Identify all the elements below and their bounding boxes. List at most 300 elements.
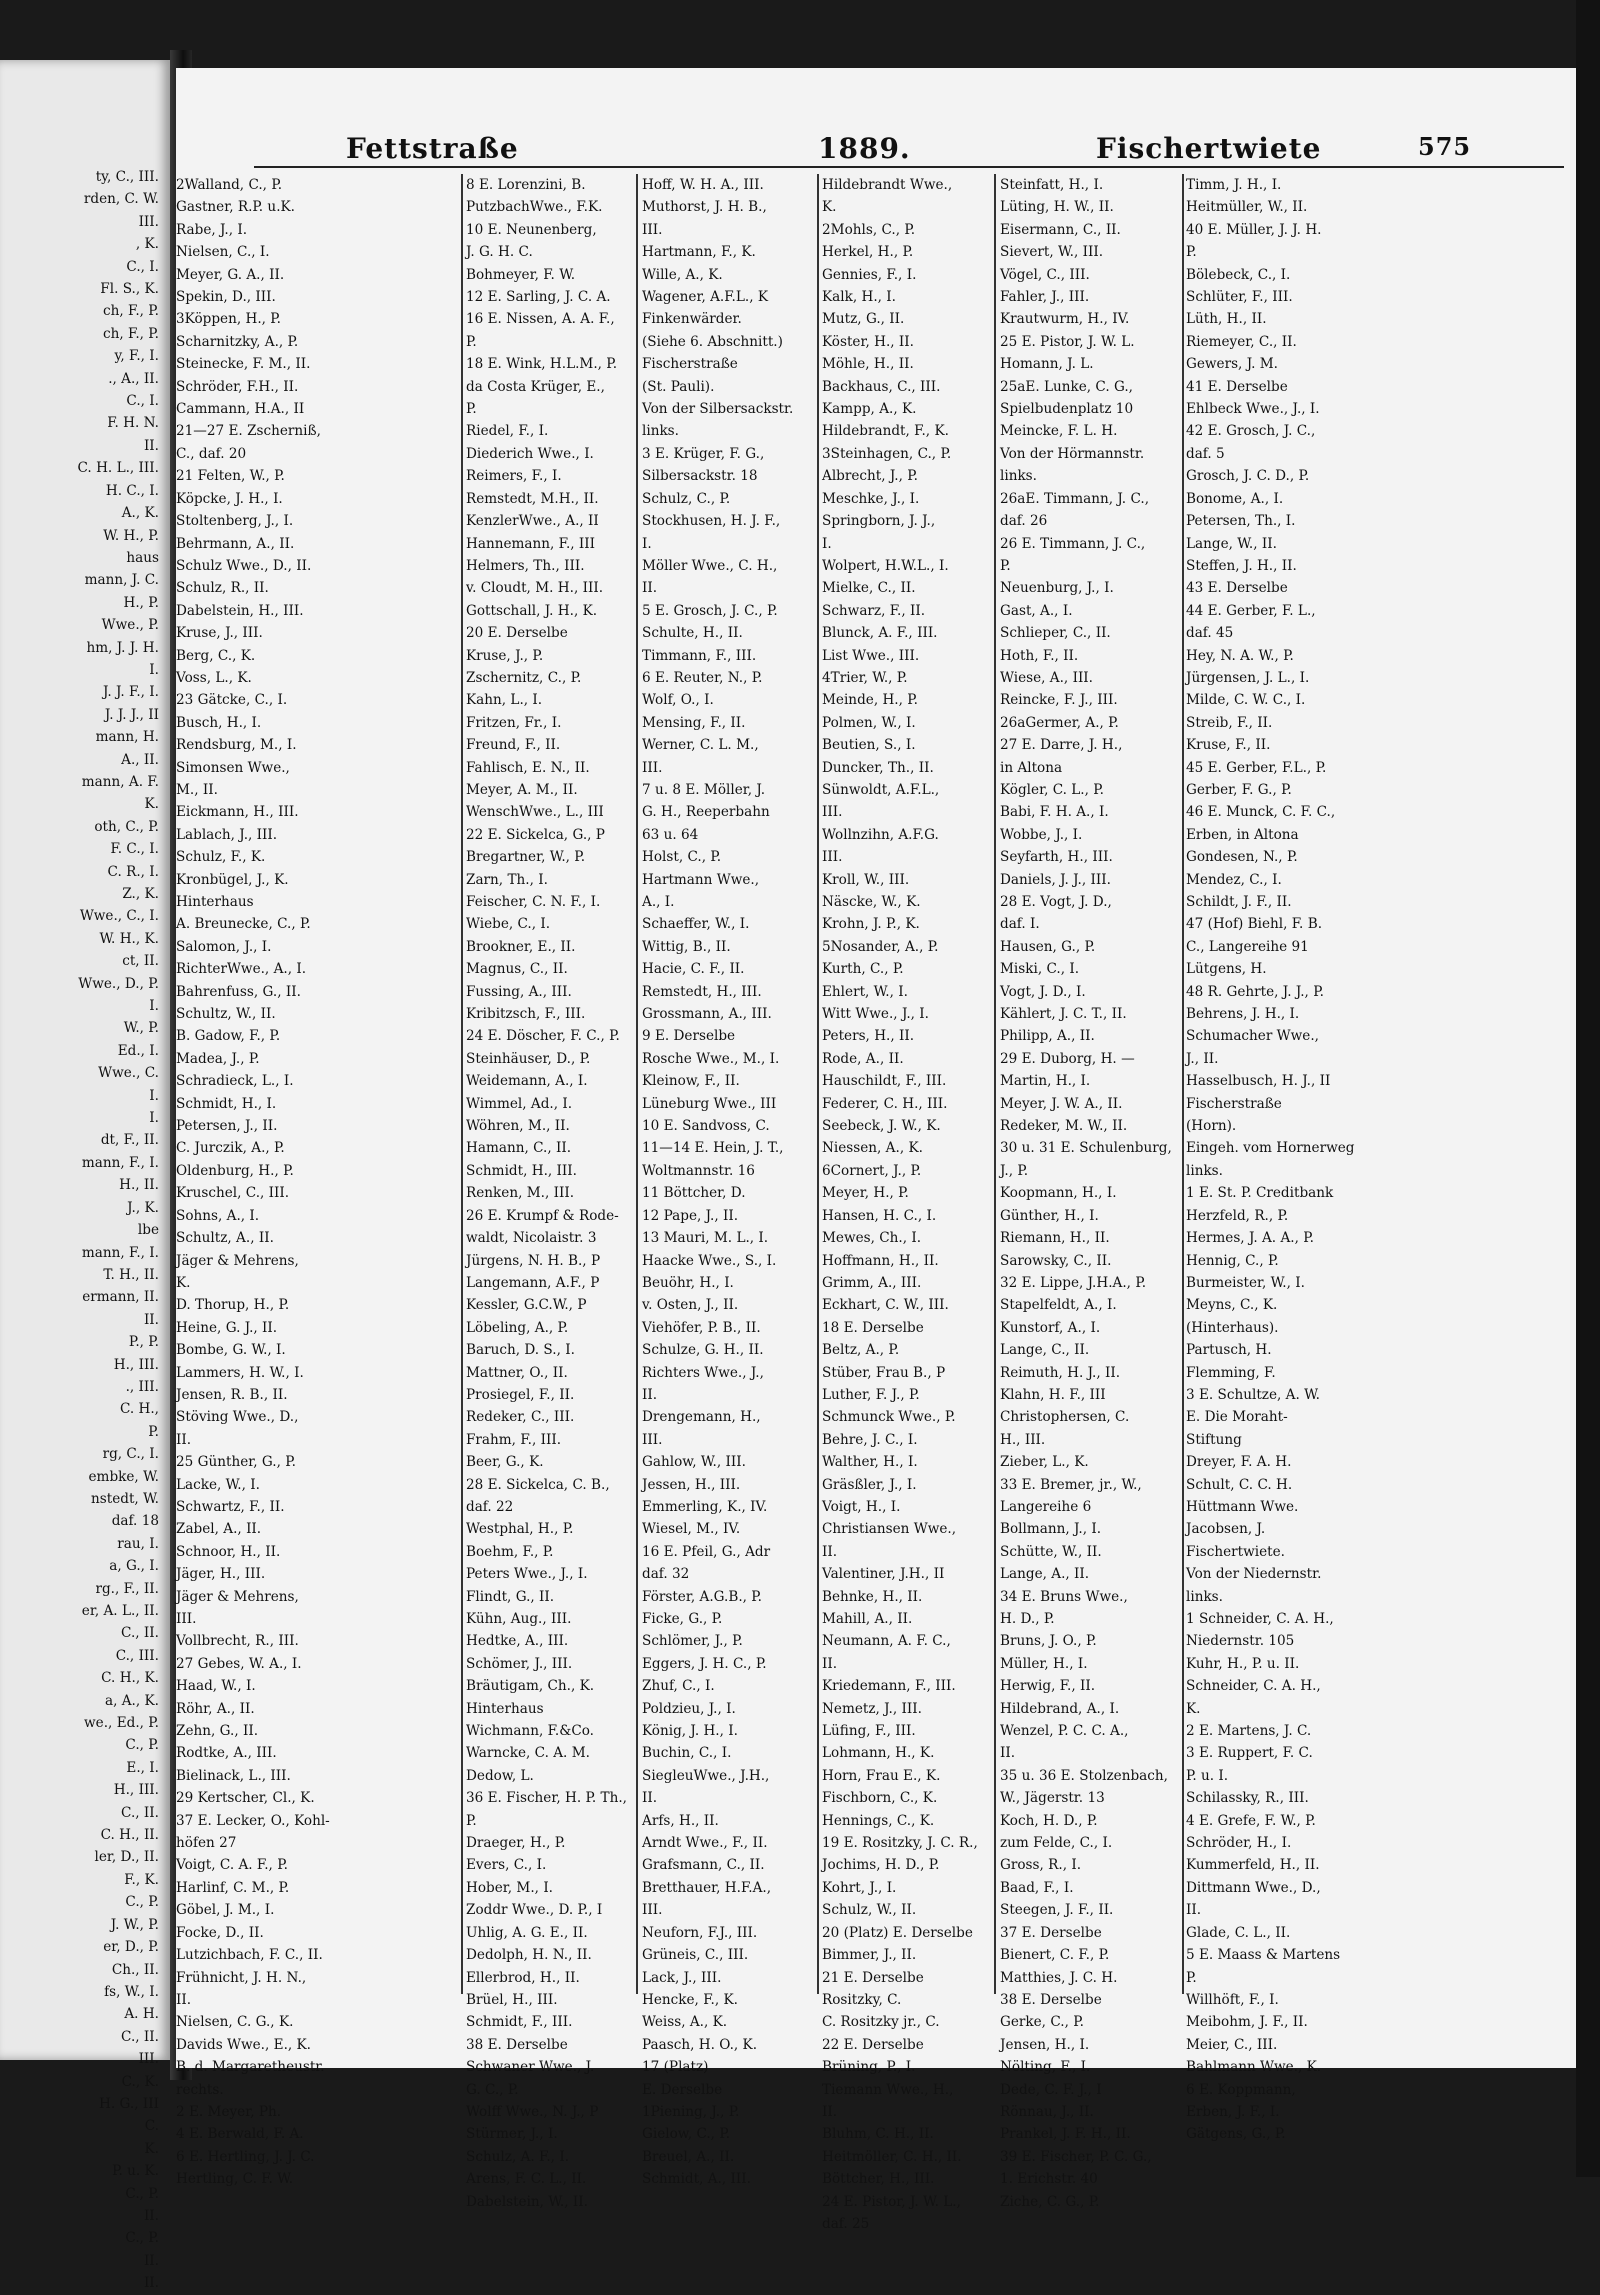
directory-entry: 34 E. Bruns Wwe.,: [1000, 1588, 1128, 1605]
directory-entry: Meyer, G. A., II.: [176, 266, 285, 283]
directory-entry: Arens, F. C. L., II.: [466, 2171, 587, 2188]
directory-entry: Brüning, P., I.: [822, 2059, 916, 2076]
directory-entry: Baruch, D. S., I.: [466, 1342, 575, 1359]
directory-entry: Schnoor, H., II.: [176, 1543, 281, 1560]
directory-entry: Kohrt, J., I.: [822, 1879, 897, 1896]
directory-entry: P.: [1000, 557, 1011, 574]
directory-entry: Jürgens, N. H. B., P: [466, 1252, 601, 1269]
directory-entry: Hildebrand, A., I.: [1000, 1700, 1120, 1717]
directory-entry: links.: [1186, 1588, 1223, 1605]
directory-entry: Mutz, G., II.: [822, 311, 905, 328]
header-street-right: Fischertwiete: [1096, 132, 1322, 165]
directory-entry: Walther, H., I.: [822, 1454, 918, 1471]
directory-entry: II.: [822, 2103, 838, 2120]
directory-entry: Magnus, C., II.: [466, 961, 568, 978]
directory-entry: Bohmeyer, F. W.: [466, 266, 576, 283]
left-page-line: er, A. L., II.: [81, 1603, 159, 1619]
directory-entry: Jochims, H. D., P.: [822, 1857, 940, 1874]
directory-entry: 2 E. Martens, J. C.: [1186, 1723, 1312, 1740]
directory-entry: 29 Kertscher, Cl., K.: [176, 1790, 315, 1807]
directory-entry: 25 Günther, G., P.: [176, 1454, 296, 1471]
directory-entry: Harlinf, C. M., P.: [176, 1879, 290, 1896]
directory-entry: Partusch, H.: [1186, 1342, 1272, 1359]
directory-entry: Von der Hörmannstr.: [1000, 445, 1145, 462]
directory-entry: Babi, F. H. A., I.: [1000, 804, 1109, 821]
left-page-line: rg, C., I.: [102, 1446, 159, 1463]
header-rule: [254, 166, 1564, 168]
directory-entry: Fussing, A., III.: [466, 983, 572, 1000]
directory-entry: Eingeh. vom Hornerweg: [1186, 1140, 1355, 1157]
directory-entry: Martin, H., I.: [1000, 1073, 1091, 1090]
directory-entry: 3 E. Ruppert, F. C.: [1186, 1745, 1313, 1762]
directory-entry: Steinfatt, H., I.: [1000, 177, 1104, 193]
directory-entry: Krohn, J. P., K.: [822, 916, 920, 933]
directory-column-1: [176, 174, 458, 2188]
directory-entry: rechts.: [176, 2081, 224, 2098]
directory-entry: Koch, H. D., P.: [1000, 1812, 1098, 1829]
directory-entry: Lüfing, F., III.: [822, 1723, 916, 1740]
directory-entry: Meinde, H., P.: [822, 692, 918, 709]
left-page-line: C., P.: [125, 1737, 159, 1754]
directory-entry: Ehlert, W., I.: [822, 983, 908, 1000]
directory-entry: Wolf, O., I.: [642, 692, 714, 709]
directory-entry: Gast, A., I.: [1000, 602, 1073, 619]
directory-entry: Christiansen Wwe.,: [822, 1521, 957, 1538]
directory-entry: Schulz Wwe., D., II.: [176, 557, 312, 574]
left-page-line: fs, W., I.: [104, 1983, 159, 2000]
directory-entry: Hedtke, A., III.: [466, 1633, 569, 1650]
directory-entry: 26 E. Timmann, J. C.,: [1000, 535, 1146, 552]
directory-entry: Jürgensen, J. L., I.: [1186, 669, 1310, 686]
directory-entry: Köpcke, J. H., I.: [176, 490, 283, 507]
directory-entry: Simonsen Wwe.,: [176, 759, 290, 776]
directory-entry: II.: [642, 580, 658, 597]
directory-entry: Zarn, Th., I.: [466, 871, 548, 888]
left-page-line: C. R., I.: [107, 863, 159, 880]
directory-entry: Backhaus, C., III.: [822, 378, 941, 395]
left-page-line: K.: [144, 796, 159, 813]
directory-entry: Zhuf, C., I.: [642, 1678, 715, 1695]
column-divider: [461, 174, 463, 1994]
directory-entry: Hauschildt, F., III.: [822, 1073, 947, 1090]
directory-entry: Hacie, C. F., II.: [642, 961, 745, 978]
left-page-line: F. H. N.: [107, 415, 159, 432]
directory-entry: P.: [466, 333, 477, 350]
directory-entry: Luther, F. J., P.: [822, 1386, 920, 1403]
directory-entry: Steinecke, F. M., II.: [176, 356, 311, 373]
directory-entry: Kampp, A., K.: [822, 401, 917, 418]
directory-entry: 24 E. Döscher, F. C., P.: [466, 1028, 620, 1045]
directory-entry: Valentiner, J.H., II: [822, 1566, 945, 1583]
directory-entry: Gerber, F. G., P.: [1186, 781, 1292, 798]
directory-entry: Kroll, W., III.: [822, 871, 910, 888]
directory-entry: Klahn, H. F., III: [1000, 1386, 1106, 1403]
directory-entry: H. D., P.: [1000, 1611, 1055, 1627]
directory-entry: Wichmann, F.&Co.: [466, 1723, 594, 1740]
directory-entry: II.: [642, 1790, 658, 1807]
directory-entry: Bregartner, W., P.: [466, 849, 586, 866]
directory-entry: Jensen, H., I.: [1000, 2036, 1090, 2053]
directory-entry: Stöving Wwe., D.,: [176, 1409, 299, 1426]
directory-entry: B. Gadow, F., P.: [176, 1028, 281, 1045]
directory-entry: Peters, H., II.: [822, 1028, 915, 1045]
directory-entry: Schütte, W., II.: [1000, 1543, 1102, 1560]
directory-entry: Wobbe, J., I.: [1000, 826, 1083, 843]
directory-entry: K.: [1186, 1700, 1201, 1717]
directory-entry: 30 u. 31 E. Schulenburg,: [1000, 1140, 1172, 1157]
directory-entry: Lange, W., II.: [1186, 535, 1277, 552]
directory-entry: Kurth, C., P.: [822, 961, 904, 978]
directory-entry: 11 Böttcher, D.: [642, 1185, 746, 1202]
directory-entry: Kruse, J., P.: [466, 647, 544, 664]
directory-entry: Kahn, L., I.: [466, 692, 543, 709]
left-page-line: rg., F., II.: [95, 1580, 159, 1597]
directory-entry: Hennig, C., P.: [1186, 1252, 1279, 1269]
directory-entry: Hildebrandt Wwe.,: [822, 177, 953, 193]
directory-entry: Prankel, J. F. H., II.: [1000, 2126, 1131, 2143]
directory-entry: Gewers, J. M.: [1186, 356, 1278, 373]
directory-entry: Lüting, H. W., II.: [1000, 199, 1114, 216]
directory-entry: Bölebeck, C., I.: [1186, 266, 1291, 283]
directory-entry: 21—27 E. Zscherniß,: [176, 423, 321, 440]
directory-entry: Oldenburg, H., P.: [176, 1162, 294, 1179]
directory-entry: Hartmann, F., K.: [642, 244, 756, 261]
directory-entry: Kunstorf, A., I.: [1000, 1319, 1101, 1336]
left-page-line: I.: [149, 1110, 159, 1127]
directory-entry: Drengemann, H.,: [642, 1409, 761, 1426]
directory-entry: v. Osten, J., II.: [642, 1297, 739, 1314]
directory-entry: Fischborn, C., K.: [822, 1790, 938, 1807]
directory-entry: Uhlig, A. G. E., II.: [466, 1924, 588, 1941]
directory-entry: P.: [1186, 244, 1197, 261]
directory-entry: Emmerling, K., IV.: [642, 1498, 768, 1515]
directory-entry: 3 E. Krüger, F. G.,: [642, 445, 765, 462]
left-page-line: P. u. K.: [112, 2163, 159, 2180]
directory-entry: Meibohm, J. F., II.: [1186, 2014, 1308, 2031]
directory-entry: Hennings, C., K.: [822, 1812, 935, 1829]
directory-entry: Bimmer, J., II.: [822, 1947, 917, 1964]
left-page-line: y, F., I.: [114, 348, 159, 365]
directory-entry: Jäger & Mehrens,: [176, 1588, 299, 1605]
directory-entry: Hannemann, F., III: [466, 535, 596, 552]
directory-entry: Löbeling, A., P.: [466, 1319, 569, 1336]
directory-entry: 37 E. Lecker, O., Kohl-: [176, 1812, 330, 1829]
left-page-line: III.: [138, 213, 159, 230]
directory-entry: Busch, H., I.: [176, 714, 262, 731]
directory-entry: 10 E. Neunenberg,: [466, 221, 597, 238]
left-page-line: a, G., I.: [109, 1558, 159, 1575]
directory-entry: 19 E. Rositzky, J. C. R.,: [822, 1835, 978, 1852]
directory-entry: 12 Pape, J., II.: [642, 1207, 739, 1224]
directory-entry: Sohns, A., I.: [176, 1207, 260, 1224]
directory-entry: Wenzel, P. C. C. A.,: [1000, 1723, 1129, 1740]
directory-entry: 21 E. Derselbe: [822, 1969, 924, 1986]
directory-entry: Schaeffer, W., I.: [642, 916, 750, 933]
directory-entry: Schulte, H., II.: [642, 625, 743, 642]
directory-column-6: [1186, 174, 1406, 2143]
left-page-line: mann, H.: [95, 729, 159, 746]
directory-entry: 26aE. Timmann, J. C.,: [1000, 490, 1150, 507]
directory-entry: Meyer, H., P.: [822, 1185, 909, 1202]
directory-entry: Wollnzihn, A.F.G.: [822, 826, 939, 843]
left-page-line: ct, II.: [122, 953, 159, 970]
directory-entry: Madea, J., P.: [176, 1050, 260, 1067]
directory-entry: WenschWwe., L., III: [466, 804, 604, 821]
directory-entry: 26 E. Krumpf & Rode-: [466, 1207, 619, 1224]
directory-entry: Gastner, R.P. u.K.: [176, 199, 295, 216]
directory-entry: v. Cloudt, M. H., III.: [466, 580, 604, 597]
directory-entry: Göbel, J. M., I.: [176, 1902, 275, 1919]
directory-entry: Rendsburg, M., I.: [176, 737, 297, 754]
directory-entry: P.: [1186, 1969, 1197, 1986]
directory-entry: Von der Niedernstr.: [1186, 1566, 1322, 1583]
directory-entry: E. Die Moraht-: [1186, 1409, 1288, 1426]
directory-entry: da Costa Krüger, E.,: [466, 378, 605, 395]
directory-entry: Jensen, R. B., II.: [176, 1386, 288, 1403]
directory-entry: Bluhm, C. H., II.: [822, 2126, 934, 2143]
directory-entry: A., I.: [642, 894, 675, 910]
left-page-line: T. H., II.: [103, 1266, 159, 1283]
left-page-line: ermann, II.: [82, 1289, 159, 1306]
directory-entry: Lohmann, H., K.: [822, 1745, 935, 1762]
directory-entry: zum Felde, C., I.: [1000, 1835, 1113, 1852]
directory-entry: J. G. H. C.: [466, 244, 533, 261]
directory-entry: Müller, H., I.: [1000, 1655, 1088, 1672]
directory-entry: (Hinterhaus).: [1186, 1319, 1279, 1336]
left-page-line: hm, J. J. H.: [86, 639, 159, 656]
directory-entry: daf. 22: [466, 1498, 514, 1515]
directory-entry: Dedolph, H. N., II.: [466, 1947, 592, 1964]
directory-entry: Redeker, C., III.: [466, 1409, 575, 1426]
directory-entry: Schultz, A., II.: [176, 1230, 274, 1247]
directory-entry: (Horn).: [1186, 1118, 1237, 1135]
directory-entry: Spekin, D., III.: [176, 289, 276, 306]
directory-entry: Schmunck Wwe., P.: [822, 1409, 956, 1426]
directory-entry: Hasselbusch, H. J., II: [1186, 1073, 1331, 1090]
directory-entry: Berg, C., K.: [176, 647, 256, 664]
directory-entry: C., daf. 20: [176, 445, 247, 462]
directory-entry: Wille, A., K.: [642, 266, 723, 283]
directory-entry: 39 E. Fischer, P. C. G.,: [1000, 2148, 1152, 2165]
directory-entry: Schulz, R., II.: [176, 580, 269, 597]
directory-entry: Meincke, F. L. H.: [1000, 423, 1118, 440]
left-page-line: C., II.: [121, 1804, 159, 1821]
directory-entry: Zabel, A., II.: [176, 1521, 262, 1538]
directory-entry: Ziche, C. G., P.: [1000, 2193, 1100, 2210]
directory-entry: Hoffmann, H., II.: [822, 1252, 939, 1269]
directory-entry: Duncker, Th., II.: [822, 759, 934, 776]
directory-entry: Nielsen, C., I.: [176, 244, 270, 261]
directory-entry: 3Köppen, H., P.: [176, 311, 281, 328]
directory-entry: Sievert, W., III.: [1000, 244, 1104, 261]
directory-entry: 3Steinhagen, C., P.: [822, 445, 952, 462]
directory-entry: Jacobsen, J.: [1186, 1521, 1266, 1538]
directory-entry: Beutien, S., I.: [822, 737, 916, 754]
directory-entry: Gerke, C., P.: [1000, 2014, 1084, 2031]
left-page-line: II.: [143, 2275, 159, 2292]
left-page-line: ler, D., II.: [94, 1849, 159, 1866]
left-page-line: J. W., P.: [110, 1916, 159, 1933]
directory-entry: Hoth, F., II.: [1000, 647, 1079, 664]
directory-entry: Arndt Wwe., F., II.: [642, 1835, 768, 1852]
directory-entry: 2Mohls, C., P.: [822, 221, 916, 238]
directory-entry: Schulz, W., II.: [822, 1902, 917, 1919]
directory-entry: P.: [466, 401, 477, 418]
directory-entry: 28 E. Vogt, J. D.,: [1000, 894, 1112, 910]
directory-entry: Spielbudenplatz 10: [1000, 401, 1134, 418]
directory-entry: Koopmann, H., I.: [1000, 1185, 1117, 1202]
directory-entry: 46 E. Munck, C. F. C.,: [1186, 804, 1336, 821]
directory-entry: Boehm, F., P.: [466, 1543, 554, 1560]
directory-entry: Steffen, J. H., II.: [1186, 557, 1297, 574]
directory-entry: Erben, J. F., I.: [1186, 2103, 1280, 2120]
directory-entry: Poldzieu, J., I.: [642, 1700, 736, 1717]
directory-entry: links.: [1000, 468, 1037, 485]
directory-entry: Nemetz, J., III.: [822, 1700, 922, 1717]
directory-entry: Prosiegel, F., II.: [466, 1386, 575, 1403]
directory-entry: Silbersackstr. 18: [642, 468, 758, 485]
directory-entry: Meier, C., III.: [1186, 2036, 1278, 2053]
directory-entry: 29 E. Duborg, H. —: [1000, 1050, 1135, 1067]
left-page-line: we., Ed., P.: [84, 1715, 159, 1732]
directory-entry: Lablach, J., III.: [176, 826, 278, 843]
directory-entry: Kruse, F., II.: [1186, 737, 1271, 754]
directory-entry: Wiesel, M., IV.: [642, 1521, 741, 1538]
directory-entry: Lutzichbach, F. C., II.: [176, 1947, 323, 1964]
directory-entry: Schumacher Wwe.,: [1186, 1028, 1319, 1045]
directory-entry: SiegleuWwe., J.H.,: [642, 1767, 770, 1784]
directory-entry: Bretthauer, H.F.A.,: [642, 1879, 772, 1896]
directory-entry: RichterWwe., A., I.: [176, 961, 307, 978]
left-page-line: I.: [149, 998, 159, 1015]
left-page-line: J. J. J., II: [104, 706, 159, 723]
directory-entry: Fritzen, Fr., I.: [466, 714, 562, 731]
directory-entry: 1 E. St. P. Creditbank: [1186, 1185, 1334, 1202]
left-page-line: H. C., I.: [105, 482, 159, 499]
directory-entry: Stiftung: [1186, 1431, 1242, 1448]
directory-entry: Horn, Frau E., K.: [822, 1767, 941, 1784]
directory-entry: 47 (Hof) Biehl, F. B.: [1186, 916, 1323, 933]
directory-entry: daf. I.: [1000, 916, 1040, 933]
left-page-line: Wwe., C.: [98, 1065, 159, 1082]
directory-entry: Zehn, G., II.: [176, 1723, 259, 1740]
column-divider: [817, 174, 819, 1994]
directory-entry: Sünwoldt, A.F.L.,: [822, 781, 940, 798]
directory-entry: Mewes, Ch., I.: [822, 1230, 922, 1247]
directory-entry: A. Breunecke, C., P.: [176, 916, 311, 933]
directory-entry: Polmen, W., I.: [822, 714, 916, 731]
directory-entry: Glade, C. L., II.: [1186, 1924, 1291, 1941]
directory-entry: Finkenwärder.: [642, 311, 742, 328]
directory-entry: Schwartz, F., II.: [176, 1498, 285, 1515]
directory-entry: 8 E. Lorenzini, B.: [466, 177, 586, 193]
directory-entry: Herzfeld, R., P.: [1186, 1207, 1289, 1224]
directory-entry: Langereihe 6: [1000, 1498, 1092, 1515]
directory-entry: Schilassky, R., III.: [1186, 1790, 1309, 1807]
directory-entry: III.: [642, 221, 663, 238]
directory-entry: Hildebrandt, F., K.: [822, 423, 949, 440]
directory-entry: D. Thorup, H., P.: [176, 1297, 290, 1314]
directory-entry: Gätgens, G., P.: [1186, 2126, 1286, 2143]
directory-entry: II.: [822, 1655, 838, 1672]
directory-entry: P.: [466, 1812, 477, 1829]
left-page-line: I.: [149, 1087, 159, 1104]
directory-entry: Remstedt, M.H., II.: [466, 490, 599, 507]
page-header: [176, 132, 1576, 178]
directory-entry: Rodtke, A., III.: [176, 1745, 277, 1762]
directory-entry: 9 E. Derselbe: [642, 1028, 736, 1045]
directory-entry: Lange, A., II.: [1000, 1566, 1090, 1583]
directory-entry: Gräsßler, J., I.: [822, 1476, 917, 1493]
directory-entry: Riemann, H., II.: [1000, 1230, 1110, 1247]
directory-entry: Heitmöller, C. H., II.: [822, 2148, 962, 2165]
directory-entry: Möller Wwe., C. H.,: [642, 557, 778, 574]
directory-entry: Krautwurm, H., IV.: [1000, 311, 1130, 328]
directory-entry: 27 Gebes, W. A., I.: [176, 1655, 302, 1672]
directory-entry: Reimers, F., I.: [466, 468, 562, 485]
directory-entry: Stürmer, J., I.: [466, 2126, 558, 2143]
directory-entry: Dede, C. F. J., I: [1000, 2081, 1102, 2098]
directory-entry: Haad, W., I.: [176, 1678, 256, 1695]
directory-entry: 7 u. 8 E. Möller, J.: [642, 781, 766, 798]
directory-entry: Homann, J. L.: [1000, 356, 1094, 373]
directory-entry: 35 u. 36 E. Stolzenbach,: [1000, 1767, 1168, 1784]
directory-entry: Rode, A., II.: [822, 1050, 904, 1067]
left-page-line: J., K.: [127, 1199, 159, 1216]
directory-entry: Weidemann, A., I.: [466, 1073, 588, 1090]
directory-entry: Wiese, A., III.: [1000, 669, 1093, 686]
directory-entry: (Siehe 6. Abschnitt.): [642, 333, 783, 350]
directory-entry: Brookner, E., II.: [466, 938, 576, 955]
directory-entry: Eckhart, C. W., III.: [822, 1297, 949, 1314]
directory-entry: Stockhusen, H. J. F.,: [642, 513, 781, 530]
directory-entry: Meschke, J., I.: [822, 490, 920, 507]
left-page-line: haus: [126, 549, 159, 566]
directory-entry: Förster, A.G.B., P.: [642, 1588, 762, 1605]
directory-entry: 42 E. Grosch, J. C.,: [1186, 423, 1316, 440]
left-page-line: H., III.: [113, 1356, 159, 1373]
directory-entry: Meyns, C., K.: [1186, 1297, 1278, 1314]
directory-entry: List Wwe., III.: [822, 647, 920, 664]
directory-entry: Kriedemann, F., III.: [822, 1678, 956, 1695]
directory-entry: 22 E. Derselbe: [822, 2036, 924, 2053]
directory-entry: 22 E. Sickelca, G., P: [466, 826, 605, 843]
directory-entry: Schulze, G. H., II.: [642, 1342, 764, 1359]
directory-entry: 32 E. Lippe, J.H.A., P.: [1000, 1274, 1147, 1291]
directory-entry: Matthies, J. C. H.: [1000, 1969, 1118, 1986]
directory-entry: PutzbachWwe., F.K.: [466, 199, 603, 216]
left-page-line: F. C., I.: [110, 841, 159, 858]
directory-entry: Breuel, A., II.: [642, 2148, 735, 2165]
left-page-line: C., P.: [125, 2185, 159, 2202]
directory-entry: 1Piening, J., P.: [642, 2103, 740, 2120]
directory-entry: 18 E. Derselbe: [822, 1319, 924, 1336]
directory-entry: Riedel, F., I.: [466, 423, 549, 440]
directory-entry: M., II.: [176, 781, 218, 798]
directory-entry: C. Rositzky jr., C.: [822, 2014, 940, 2031]
directory-entry: Bräutigam, Ch., K.: [466, 1678, 595, 1695]
directory-entry: Wagener, A.F.L., K: [642, 289, 769, 306]
directory-entry: Hausen, G., P.: [1000, 938, 1096, 955]
directory-entry: II.: [176, 1991, 192, 2008]
left-page-line: Fl. S., K.: [100, 281, 159, 298]
left-page-line: C. H.,: [119, 1401, 159, 1418]
directory-entry: Beltz, A., P.: [822, 1342, 900, 1359]
directory-entry: in Altona: [1000, 759, 1063, 776]
directory-entry: Riemeyer, C., II.: [1186, 333, 1297, 350]
directory-entry: Kuhr, H., P. u. II.: [1186, 1655, 1300, 1672]
directory-entry: Neumann, A. F. C.,: [822, 1633, 951, 1650]
